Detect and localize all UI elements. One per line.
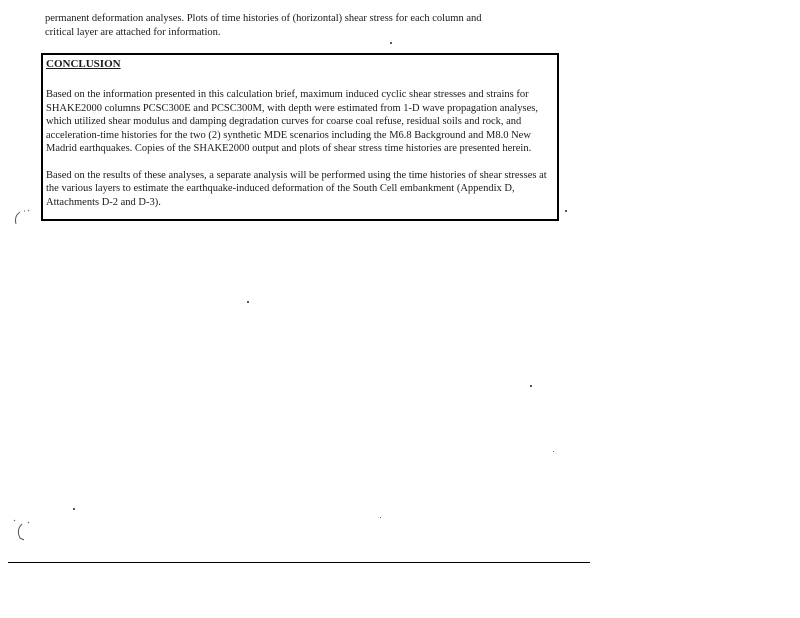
footer-rule <box>8 562 590 563</box>
speck <box>247 301 249 303</box>
speck <box>565 210 567 212</box>
speck <box>553 451 554 452</box>
conclusion-box <box>41 53 559 221</box>
scan-mark-top <box>10 208 32 234</box>
speck <box>530 385 532 387</box>
conclusion-paragraph-2: Based on the results of these analyses, a separate analysis will be performed using the time histories of shear stresses at the various layers to estimate the earthquake-induced deformation of the South Cell embankment (Appendix D, Attachments D-2 and D-3). <box>46 169 547 208</box>
conclusion-paragraph-1: Based on the information presented in this calculation brief, maximum induced cyclic shear stresses and strains for SHAKE2000 columns PCSC300E and PCSC300M, with depth were estimated from 1-D wave propagation analyses, which utilized shear modulus and damping degradation curves for coarse coal refuse, residual soils and rock, and acceleration-time histories for the two (2) synthetic MDE scenarios including the M6.8 Background and M8.0 New Madrid earthquakes. Copies of the SHAKE2000 output and plots of shear stress time histories are presented herein. <box>46 89 538 154</box>
intro-text <box>45 12 565 40</box>
speck <box>73 508 75 510</box>
conclusion-heading: CONCLUSION <box>46 58 121 70</box>
speck <box>390 42 392 44</box>
intro-line-1: permanent deformation analyses. Plots of time histories of (horizontal) shear stress for each column and <box>45 13 482 24</box>
intro-line-2: critical layer are attached for information. <box>45 27 221 38</box>
scan-mark-bottom <box>10 518 32 544</box>
speck <box>380 517 381 518</box>
